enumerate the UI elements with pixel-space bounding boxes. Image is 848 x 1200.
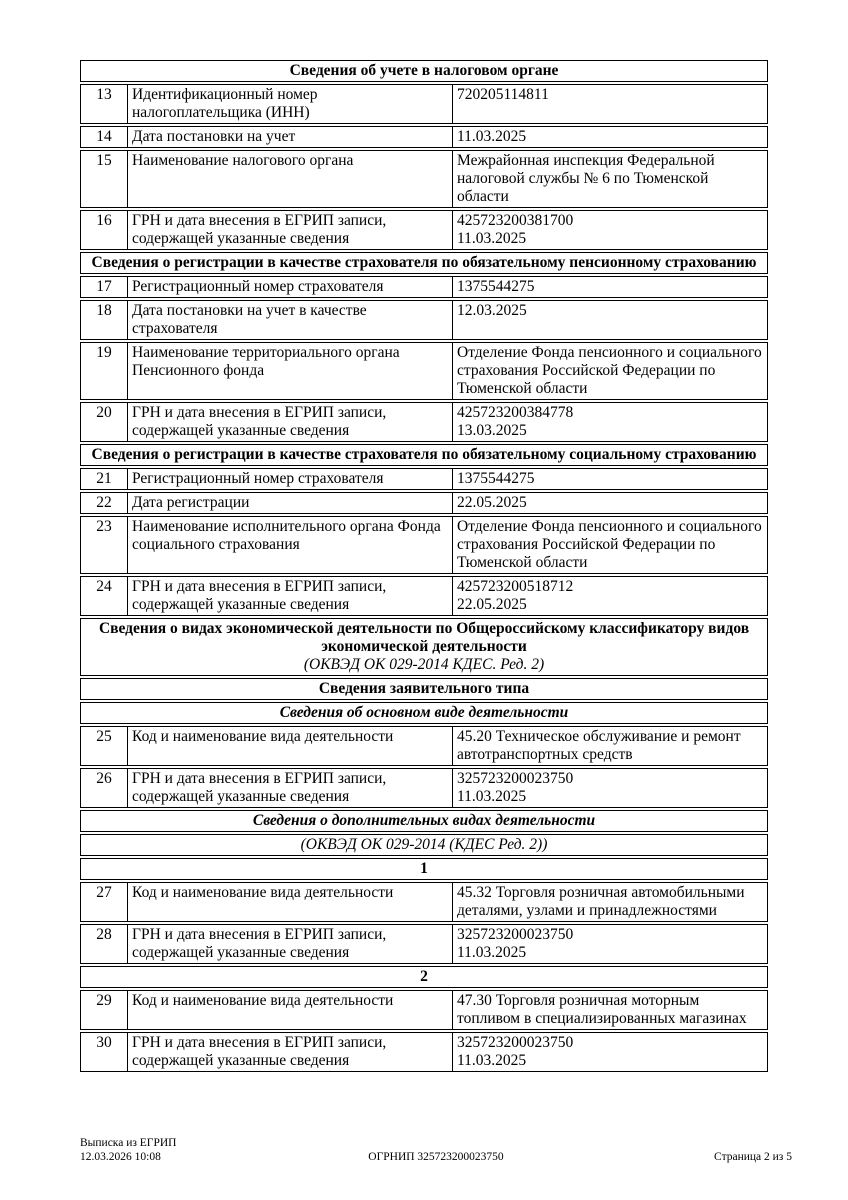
- row-value-line: 425723200381700: [457, 212, 574, 229]
- row-number: 30: [81, 1033, 128, 1071]
- section-title: 2: [420, 968, 428, 985]
- row-label: Наименование территориального органа Пенсионного фонда: [128, 343, 453, 399]
- row-value: [453, 769, 767, 807]
- footer-ogrnip: ОГРНИП 325723200023750: [368, 1151, 504, 1163]
- footer-page-number: Страница 2 из 5: [714, 1151, 792, 1163]
- row-number: 16: [81, 211, 128, 249]
- row-value: [453, 85, 767, 123]
- section-title: (ОКВЭД ОК 029-2014 (КДЕС Ред. 2)): [300, 836, 548, 853]
- table-row: [80, 300, 768, 340]
- row-value-line: 325723200023750: [457, 770, 574, 787]
- egrip-info-table: [80, 60, 768, 1072]
- row-number: 24: [81, 577, 128, 615]
- row-label: ГРН и дата внесения в ЕГРИП записи, содержащей указанные сведения: [128, 211, 453, 249]
- row-value-line: 45.32 Торговля розничная автомобильными деталями, узлами и принадлежностями: [457, 884, 745, 919]
- table-row: [80, 768, 768, 808]
- section-title: Сведения об учете в налоговом органе: [289, 62, 559, 79]
- section-row: [80, 60, 768, 82]
- section-row: [80, 966, 768, 988]
- row-value: [453, 211, 767, 249]
- row-label: ГРН и дата внесения в ЕГРИП записи, содержащей указанные сведения: [128, 925, 453, 963]
- row-value: [453, 469, 767, 489]
- section-row: [80, 810, 768, 832]
- section-title: Сведения о видах экономической деятельности по Общероссийскому классификатору видов экономической деятельности: [98, 620, 750, 655]
- section-title: Сведения о регистрации в качестве страхователя по обязательному социальному страхованию: [91, 446, 757, 463]
- row-value: [453, 991, 767, 1029]
- table-row: [80, 342, 768, 400]
- row-value-line: 1375544275: [457, 278, 535, 295]
- row-number: 20: [81, 403, 128, 441]
- row-value: [453, 883, 767, 921]
- row-value-line: 720205114811: [457, 86, 549, 103]
- row-number: 21: [81, 469, 128, 489]
- row-number: 13: [81, 85, 128, 123]
- page-footer: [80, 1136, 792, 1164]
- table-row: [80, 576, 768, 616]
- row-label: Код и наименование вида деятельности: [128, 883, 453, 921]
- row-number: 19: [81, 343, 128, 399]
- section-row: [80, 252, 768, 274]
- row-label: Наименование налогового органа: [128, 151, 453, 207]
- row-label: Дата постановки на учет: [128, 127, 453, 147]
- row-number: 25: [81, 727, 128, 765]
- section-row: [80, 702, 768, 724]
- section-title: Сведения заявительного типа: [318, 680, 530, 697]
- row-number: 22: [81, 493, 128, 513]
- row-value: [453, 403, 767, 441]
- row-value-line: Межрайонная инспекция Федеральной налоговой службы № 6 по Тюменской области: [457, 152, 715, 205]
- row-label: ГРН и дата внесения в ЕГРИП записи, содержащей указанные сведения: [128, 577, 453, 615]
- table-row: [80, 150, 768, 208]
- table-row: [80, 276, 768, 298]
- table-row: [80, 924, 768, 964]
- row-value-line: 13.03.2025: [457, 422, 527, 439]
- row-label: Дата постановки на учет в качестве страхователя: [128, 301, 453, 339]
- table-row: [80, 126, 768, 148]
- row-number: 23: [81, 517, 128, 573]
- row-label: Наименование исполнительного органа Фонда социального страхования: [128, 517, 453, 573]
- section-title: (ОКВЭД ОК 029-2014 КДЕС. Ред. 2): [303, 656, 545, 673]
- table-row: [80, 84, 768, 124]
- table-row: [80, 726, 768, 766]
- row-label: ГРН и дата внесения в ЕГРИП записи, содержащей указанные сведения: [128, 769, 453, 807]
- row-value-line: 45.20 Техническое обслуживание и ремонт автотранспортных средств: [457, 728, 741, 763]
- row-value-line: 47.30 Торговля розничная моторным топливом в специализированных магазинах: [457, 992, 747, 1027]
- section-title: Сведения о регистрации в качестве страхователя по обязательному пенсионному страхованию: [91, 254, 757, 271]
- row-value-line: 1375544275: [457, 470, 535, 487]
- section-title: Сведения о дополнительных видах деятельности: [252, 812, 596, 829]
- row-value-line: 11.03.2025: [457, 230, 527, 247]
- row-label: Регистрационный номер страхователя: [128, 469, 453, 489]
- section-row: [80, 618, 768, 676]
- row-value-line: 12.03.2025: [457, 302, 527, 319]
- table-row: [80, 210, 768, 250]
- row-value-line: 11.03.2025: [457, 128, 527, 145]
- table-row: [80, 468, 768, 490]
- footer-datetime: 12.03.2026 10:08: [80, 1151, 161, 1163]
- section-title: 1: [420, 860, 428, 877]
- section-row: [80, 678, 768, 700]
- section-row: [80, 834, 768, 856]
- row-value: [453, 727, 767, 765]
- row-value: [453, 343, 767, 399]
- table-row: [80, 516, 768, 574]
- row-label: ГРН и дата внесения в ЕГРИП записи, содержащей указанные сведения: [128, 1033, 453, 1071]
- row-value: [453, 151, 767, 207]
- row-value: [453, 1033, 767, 1071]
- row-value: [453, 301, 767, 339]
- row-label: Код и наименование вида деятельности: [128, 991, 453, 1029]
- section-row: [80, 858, 768, 880]
- row-label: ГРН и дата внесения в ЕГРИП записи, содержащей указанные сведения: [128, 403, 453, 441]
- row-value-line: 22.05.2025: [457, 494, 527, 511]
- row-value-line: 11.03.2025: [457, 1052, 527, 1069]
- row-value-line: 325723200023750: [457, 926, 574, 943]
- footer-doc-type: Выписка из ЕГРИП: [80, 1137, 177, 1149]
- table-row: [80, 1032, 768, 1072]
- row-value-line: 325723200023750: [457, 1034, 574, 1051]
- row-value: [453, 127, 767, 147]
- row-number: 26: [81, 769, 128, 807]
- row-value-line: 11.03.2025: [457, 944, 527, 961]
- row-value-line: Отделение Фонда пенсионного и социального страхования Российской Федерации по Тюменской области: [457, 518, 762, 571]
- row-value-line: 425723200384778: [457, 404, 574, 421]
- section-title: Сведения об основном виде деятельности: [279, 704, 569, 721]
- row-number: 28: [81, 925, 128, 963]
- row-number: 27: [81, 883, 128, 921]
- row-number: 18: [81, 301, 128, 339]
- row-label: Идентификационный номер налогоплательщика (ИНН): [128, 85, 453, 123]
- row-value: [453, 277, 767, 297]
- row-number: 17: [81, 277, 128, 297]
- row-value-line: 425723200518712: [457, 578, 574, 595]
- table-row: [80, 402, 768, 442]
- table-row: [80, 990, 768, 1030]
- section-row: [80, 444, 768, 466]
- row-label: Регистрационный номер страхователя: [128, 277, 453, 297]
- row-label: Дата регистрации: [128, 493, 453, 513]
- row-label: Код и наименование вида деятельности: [128, 727, 453, 765]
- row-number: 14: [81, 127, 128, 147]
- row-value-line: 11.03.2025: [457, 788, 527, 805]
- row-value: [453, 925, 767, 963]
- row-number: 15: [81, 151, 128, 207]
- table-row: [80, 492, 768, 514]
- row-value: [453, 517, 767, 573]
- row-number: 29: [81, 991, 128, 1029]
- row-value-line: Отделение Фонда пенсионного и социального страхования Российской Федерации по Тюменской области: [457, 344, 762, 397]
- row-value: [453, 493, 767, 513]
- row-value: [453, 577, 767, 615]
- table-row: [80, 882, 768, 922]
- footer-left-block: [80, 1136, 317, 1164]
- row-value-line: 22.05.2025: [457, 596, 527, 613]
